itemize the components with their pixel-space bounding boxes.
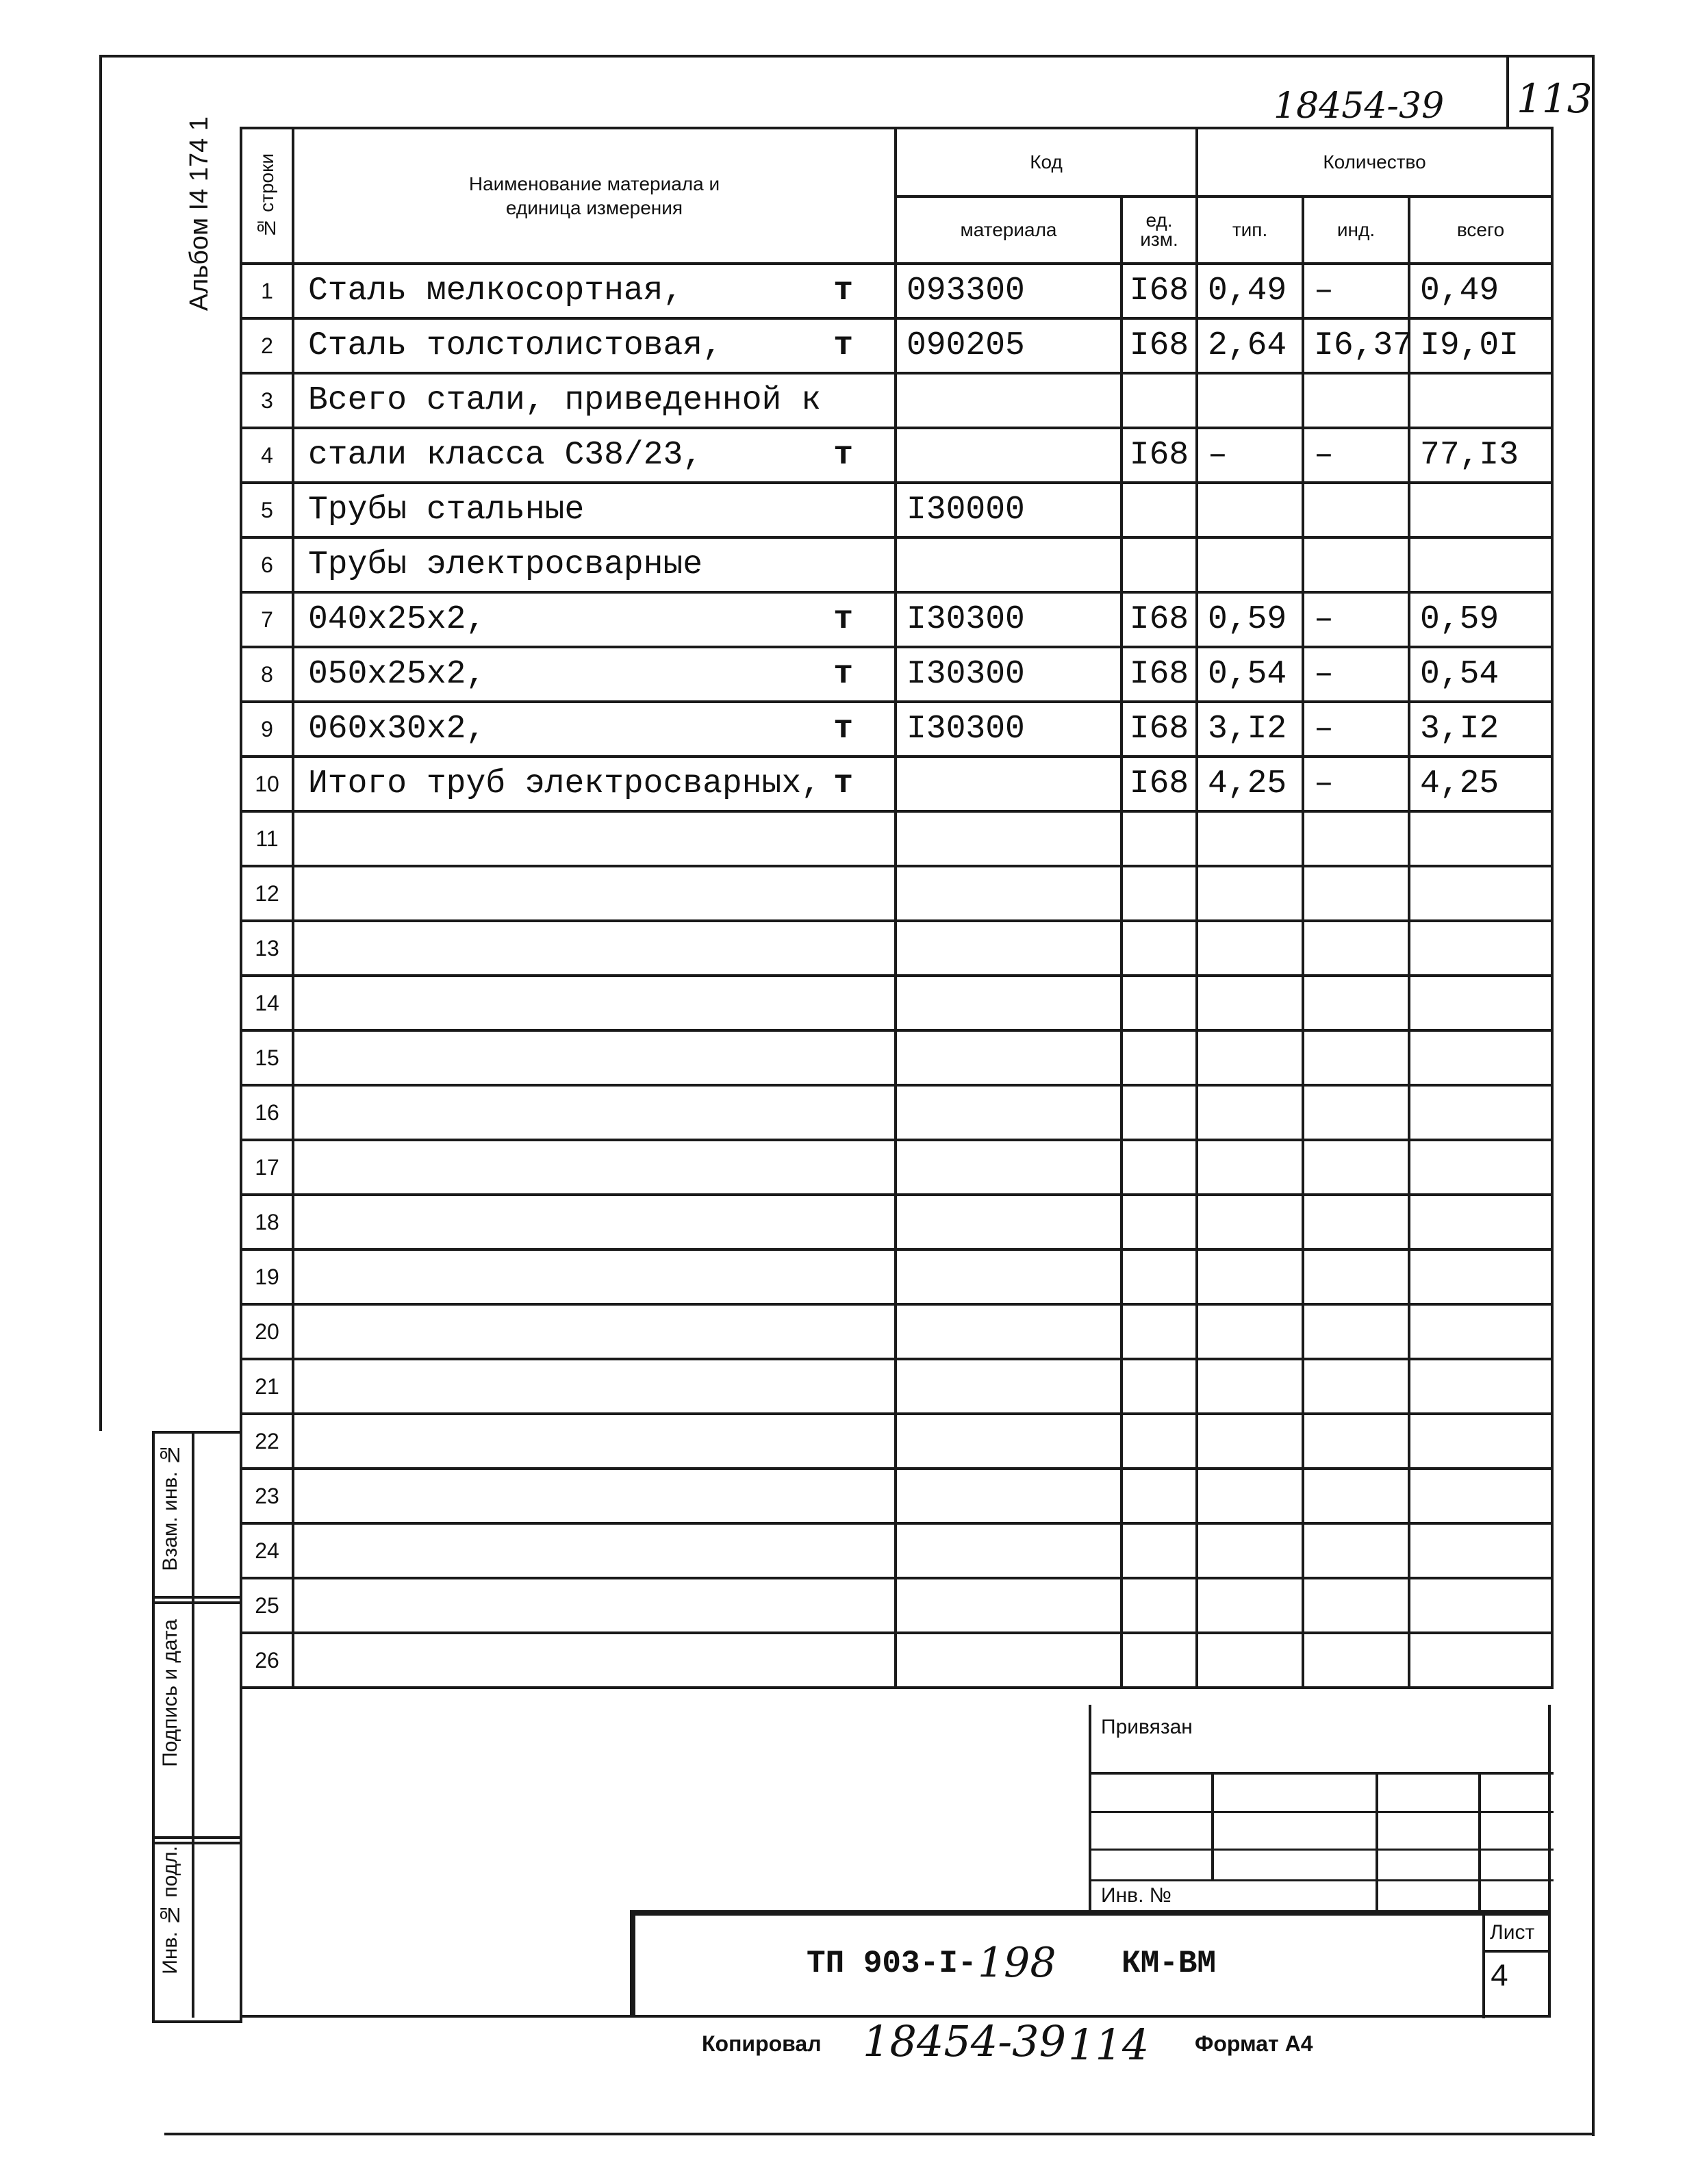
row-number: 24 (241, 1523, 293, 1578)
row-qty-ind (1303, 1249, 1409, 1304)
row-name (293, 921, 896, 976)
row-qty-ind (1303, 483, 1409, 537)
sheet-hline (1482, 1950, 1551, 1953)
row-material-code (896, 866, 1122, 921)
row-qty-ind (1303, 976, 1409, 1030)
row-qty-typ (1197, 1030, 1303, 1085)
row-name (293, 428, 896, 483)
row-qty-ind: I6,37 (1303, 318, 1409, 373)
table-row (241, 373, 1552, 428)
row-qty-ind (1303, 866, 1409, 921)
row-qty-total: 0,59 (1409, 592, 1552, 647)
row-number: 17 (241, 1140, 293, 1195)
row-qty-ind (1303, 1195, 1409, 1249)
row-qty-typ (1197, 1140, 1303, 1195)
row-name-text: 060x30x2, (308, 711, 486, 748)
sheet-value: 4 (1490, 1959, 1509, 1995)
row-unit-text: т (833, 656, 853, 693)
row-qty-typ: 2,64 (1197, 318, 1303, 373)
row-unit-code (1122, 1469, 1197, 1523)
row-unit-text: т (833, 272, 853, 309)
row-material-code (896, 811, 1122, 866)
row-unit-code (1122, 976, 1197, 1030)
row-qty-ind (1303, 537, 1409, 592)
row-name-text: Итого труб электросварных, (308, 765, 821, 802)
table-row (241, 1359, 1552, 1414)
row-number: 13 (241, 921, 293, 976)
row-unit-code (1122, 373, 1197, 428)
table-row (241, 702, 1552, 757)
row-qty-typ: 4,25 (1197, 757, 1303, 811)
row-material-code (896, 1414, 1122, 1469)
row-unit-text: т (833, 437, 853, 474)
row-qty-typ (1197, 537, 1303, 592)
row-number: 3 (241, 373, 293, 428)
row-name (293, 264, 896, 318)
row-name (293, 1523, 896, 1578)
row-unit-code (1122, 483, 1197, 537)
row-name-text: 040x25x2, (308, 601, 486, 638)
row-material-code (896, 757, 1122, 811)
row-number: 15 (241, 1030, 293, 1085)
row-unit-code (1122, 1140, 1197, 1195)
row-number: 11 (241, 811, 293, 866)
row-qty-total: 3,I2 (1409, 702, 1552, 757)
privyazan-label: Привязан (1101, 1716, 1193, 1738)
row-name (293, 1030, 896, 1085)
table-row (241, 757, 1552, 811)
row-name (293, 976, 896, 1030)
row-name (293, 483, 896, 537)
copied-label: Копировал (702, 2031, 822, 2056)
row-unit-code (1122, 537, 1197, 592)
row-qty-typ: 0,49 (1197, 264, 1303, 318)
table-row (241, 1085, 1552, 1140)
row-number: 14 (241, 976, 293, 1030)
row-unit-text: т (833, 601, 853, 638)
row-number: 25 (241, 1578, 293, 1633)
privyazan-line-2 (1091, 1811, 1554, 1813)
table-row (241, 1414, 1552, 1469)
table-row (241, 537, 1552, 592)
row-qty-total (1409, 1359, 1552, 1414)
row-qty-ind (1303, 1523, 1409, 1578)
row-name (293, 1633, 896, 1688)
row-qty-total (1409, 373, 1552, 428)
row-qty-ind (1303, 1414, 1409, 1469)
row-qty-typ (1197, 811, 1303, 866)
row-unit-code (1122, 811, 1197, 866)
row-material-code (896, 373, 1122, 428)
row-material-code (896, 1085, 1122, 1140)
header-name-text: Наименование материала и единица измерения (468, 173, 720, 218)
row-unit-code (1122, 1195, 1197, 1249)
row-name (293, 1195, 896, 1249)
row-qty-ind (1303, 373, 1409, 428)
copied-hand-number-2: 114 (1068, 2020, 1150, 2070)
row-material-code (896, 921, 1122, 976)
side-stamp-vzam (152, 1431, 242, 1604)
row-qty-total (1409, 1633, 1552, 1688)
row-unit-code (1122, 1359, 1197, 1414)
header-quantity: Количество (1197, 128, 1552, 196)
row-number: 6 (241, 537, 293, 592)
row-unit-code (1122, 1304, 1197, 1359)
privyazan-line-1 (1091, 1772, 1554, 1775)
page-number: 113 (1517, 75, 1593, 122)
row-name (293, 373, 896, 428)
row-qty-typ (1197, 1414, 1303, 1469)
privyazan-line-3 (1091, 1849, 1554, 1851)
row-material-code (896, 1249, 1122, 1304)
row-qty-ind (1303, 1030, 1409, 1085)
row-qty-typ (1197, 373, 1303, 428)
row-unit-code (1122, 1414, 1197, 1469)
row-qty-total (1409, 976, 1552, 1030)
row-material-code (896, 537, 1122, 592)
row-qty-typ (1197, 866, 1303, 921)
table-row (241, 647, 1552, 702)
row-qty-ind (1303, 1633, 1409, 1688)
frame-right-line (1592, 55, 1595, 2136)
row-qty-total (1409, 1414, 1552, 1469)
table-row (241, 483, 1552, 537)
designation-hand: 198 (978, 1939, 1056, 1987)
table-row (241, 811, 1552, 866)
row-number: 5 (241, 483, 293, 537)
sheet-label: Лист (1490, 1921, 1535, 1944)
privyazan-vline-3 (1478, 1772, 1481, 1916)
row-material-code (896, 1578, 1122, 1633)
row-name (293, 702, 896, 757)
row-number: 19 (241, 1249, 293, 1304)
row-name (293, 1578, 896, 1633)
header-qty-typ: тип. (1197, 196, 1303, 264)
header-code-unit (1122, 196, 1197, 264)
row-name (293, 647, 896, 702)
row-qty-total (1409, 1249, 1552, 1304)
side-vzam-label: Взам. инв. № (159, 1443, 181, 1571)
row-unit-code: I68 (1122, 757, 1197, 811)
table-row (241, 1578, 1552, 1633)
header-row-no (241, 128, 293, 264)
row-unit-code (1122, 1578, 1197, 1633)
header-qty-total: всего (1409, 196, 1552, 264)
table-row (241, 592, 1552, 647)
designation-mark: КМ-ВМ (1122, 1946, 1217, 1981)
row-qty-typ (1197, 1085, 1303, 1140)
row-qty-typ (1197, 1359, 1303, 1414)
row-unit-text: т (833, 711, 853, 748)
row-qty-ind (1303, 811, 1409, 866)
row-unit-code: I68 (1122, 592, 1197, 647)
side-podpis-label: Подпись и дата (159, 1619, 181, 1767)
row-material-code (896, 976, 1122, 1030)
side-inv-podl-label: Инв. № подл. (159, 1846, 181, 1975)
row-qty-typ (1197, 1304, 1303, 1359)
row-number: 1 (241, 264, 293, 318)
table-row (241, 1140, 1552, 1195)
side-stamp-podpis (152, 1596, 242, 1844)
row-material-code (896, 1030, 1122, 1085)
table-row (241, 1469, 1552, 1523)
row-number: 10 (241, 757, 293, 811)
row-unit-text: т (833, 327, 853, 364)
frame-top-line (99, 55, 1592, 58)
row-number: 21 (241, 1359, 293, 1414)
row-number: 2 (241, 318, 293, 373)
table-row (241, 1633, 1552, 1688)
row-qty-ind: – (1303, 428, 1409, 483)
row-name (293, 1304, 896, 1359)
privyazan-block (1089, 1705, 1551, 1910)
row-unit-text: т (833, 765, 853, 802)
row-qty-total (1409, 1523, 1552, 1578)
row-qty-total: 0,54 (1409, 647, 1552, 702)
row-qty-ind (1303, 921, 1409, 976)
table-row (241, 1030, 1552, 1085)
sheet-vline (1482, 1916, 1485, 2018)
row-qty-total (1409, 811, 1552, 866)
frame-bottom-line (164, 2133, 1595, 2135)
album-label (185, 116, 226, 363)
row-material-code (896, 1304, 1122, 1359)
table-row (241, 428, 1552, 483)
row-qty-total: 77,I3 (1409, 428, 1552, 483)
row-qty-total: 0,49 (1409, 264, 1552, 318)
row-unit-code (1122, 1249, 1197, 1304)
table-row (241, 1195, 1552, 1249)
row-qty-typ (1197, 483, 1303, 537)
table-row (241, 921, 1552, 976)
row-unit-code (1122, 1030, 1197, 1085)
row-qty-ind: – (1303, 592, 1409, 647)
header-code: Код (896, 128, 1197, 196)
row-material-code (896, 1195, 1122, 1249)
row-qty-ind (1303, 1304, 1409, 1359)
row-name-text: стали класса С38/23, (308, 437, 703, 474)
row-name (293, 1249, 896, 1304)
row-material-code (896, 1469, 1122, 1523)
row-number: 18 (241, 1195, 293, 1249)
row-unit-code: I68 (1122, 647, 1197, 702)
row-qty-total (1409, 1085, 1552, 1140)
row-name-text: Сталь мелкосортная, (308, 272, 683, 309)
row-number: 7 (241, 592, 293, 647)
row-material-code (896, 1359, 1122, 1414)
row-qty-total: 4,25 (1409, 757, 1552, 811)
table-row (241, 1249, 1552, 1304)
row-qty-typ (1197, 1523, 1303, 1578)
row-unit-code: I68 (1122, 428, 1197, 483)
row-name (293, 811, 896, 866)
row-qty-total (1409, 1304, 1552, 1359)
designation-prefix: ТП 903-I- (807, 1946, 977, 1981)
row-material-code: I30300 (896, 702, 1122, 757)
row-unit-code (1122, 921, 1197, 976)
row-qty-total (1409, 1030, 1552, 1085)
header-qty-ind: инд. (1303, 196, 1409, 264)
row-qty-typ: 3,I2 (1197, 702, 1303, 757)
row-name-text: Трубы стальные (308, 492, 585, 529)
row-name (293, 592, 896, 647)
row-number: 16 (241, 1085, 293, 1140)
row-qty-typ (1197, 1578, 1303, 1633)
row-name-text: Всего стали, приведенной к (308, 382, 821, 419)
table-row (241, 866, 1552, 921)
row-number: 4 (241, 428, 293, 483)
material-spec-table (240, 127, 1554, 1689)
row-material-code: I30000 (896, 483, 1122, 537)
row-qty-ind (1303, 1085, 1409, 1140)
row-unit-code (1122, 866, 1197, 921)
row-qty-typ (1197, 1633, 1303, 1688)
copied-hand-number: 18454-39 (863, 2016, 1067, 2066)
row-name (293, 1469, 896, 1523)
row-name (293, 318, 896, 373)
inv-no-label: Инв. № (1101, 1884, 1171, 1907)
row-qty-total (1409, 1195, 1552, 1249)
row-number: 8 (241, 647, 293, 702)
frame-left-line (99, 55, 102, 1431)
format-label: Формат А4 (1195, 2031, 1313, 2056)
row-qty-ind: – (1303, 264, 1409, 318)
row-qty-typ (1197, 1249, 1303, 1304)
row-qty-typ: 0,59 (1197, 592, 1303, 647)
row-qty-typ (1197, 976, 1303, 1030)
row-name (293, 1140, 896, 1195)
side-stamp-inv-podl (152, 1836, 242, 2023)
row-number: 12 (241, 866, 293, 921)
row-qty-typ: 0,54 (1197, 647, 1303, 702)
row-name (293, 1359, 896, 1414)
side-stamp-divider (192, 1431, 194, 2018)
row-name (293, 757, 896, 811)
privyazan-line-4 (1091, 1879, 1554, 1881)
album-label-text: Альбом I4 174 1 (185, 116, 214, 312)
header-code-material: материала (896, 196, 1122, 264)
doc-number-top: 18454-39 (1274, 86, 1445, 127)
row-material-code: 093300 (896, 264, 1122, 318)
row-material-code (896, 1523, 1122, 1578)
row-unit-code: I68 (1122, 264, 1197, 318)
row-material-code (896, 428, 1122, 483)
row-name-text: Трубы электросварные (308, 546, 703, 583)
row-qty-ind (1303, 1469, 1409, 1523)
row-number: 26 (241, 1633, 293, 1688)
privyazan-vline-1 (1211, 1772, 1214, 1881)
row-qty-total (1409, 866, 1552, 921)
row-qty-ind (1303, 1140, 1409, 1195)
row-qty-typ (1197, 1195, 1303, 1249)
row-unit-code (1122, 1085, 1197, 1140)
row-number: 22 (241, 1414, 293, 1469)
row-qty-total (1409, 1578, 1552, 1633)
header-code-unit-text: ед. изм. (1140, 209, 1178, 250)
row-qty-total: I9,0I (1409, 318, 1552, 373)
header-name (293, 128, 896, 264)
row-qty-typ: – (1197, 428, 1303, 483)
table-row (241, 318, 1552, 373)
row-material-code (896, 1140, 1122, 1195)
row-qty-total (1409, 1140, 1552, 1195)
row-qty-ind: – (1303, 702, 1409, 757)
table-row (241, 1523, 1552, 1578)
row-qty-ind: – (1303, 647, 1409, 702)
row-qty-ind: – (1303, 757, 1409, 811)
row-material-code (896, 1633, 1122, 1688)
table-row (241, 976, 1552, 1030)
header-row-no-text: № строки (256, 153, 277, 239)
row-unit-code (1122, 1633, 1197, 1688)
row-unit-code: I68 (1122, 702, 1197, 757)
row-name (293, 1414, 896, 1469)
row-qty-typ (1197, 921, 1303, 976)
row-qty-typ (1197, 1469, 1303, 1523)
row-name (293, 1085, 896, 1140)
row-name-text: 050x25x2, (308, 656, 486, 693)
frame-right-top-line (1506, 55, 1509, 127)
table-row (241, 264, 1552, 318)
designation-block (630, 1910, 1551, 2018)
row-number: 23 (241, 1469, 293, 1523)
row-qty-total (1409, 1469, 1552, 1523)
row-name-text: Сталь толстолистовая, (308, 327, 722, 364)
row-qty-total (1409, 537, 1552, 592)
row-qty-total (1409, 483, 1552, 537)
row-material-code: I30300 (896, 647, 1122, 702)
row-unit-code (1122, 1523, 1197, 1578)
row-material-code: 090205 (896, 318, 1122, 373)
row-name (293, 537, 896, 592)
row-qty-ind (1303, 1359, 1409, 1414)
table-row (241, 1304, 1552, 1359)
privyazan-vline-2 (1376, 1772, 1378, 1916)
row-qty-total (1409, 921, 1552, 976)
row-qty-ind (1303, 1578, 1409, 1633)
row-material-code: I30300 (896, 592, 1122, 647)
row-unit-code: I68 (1122, 318, 1197, 373)
row-number: 20 (241, 1304, 293, 1359)
row-name (293, 866, 896, 921)
row-number: 9 (241, 702, 293, 757)
